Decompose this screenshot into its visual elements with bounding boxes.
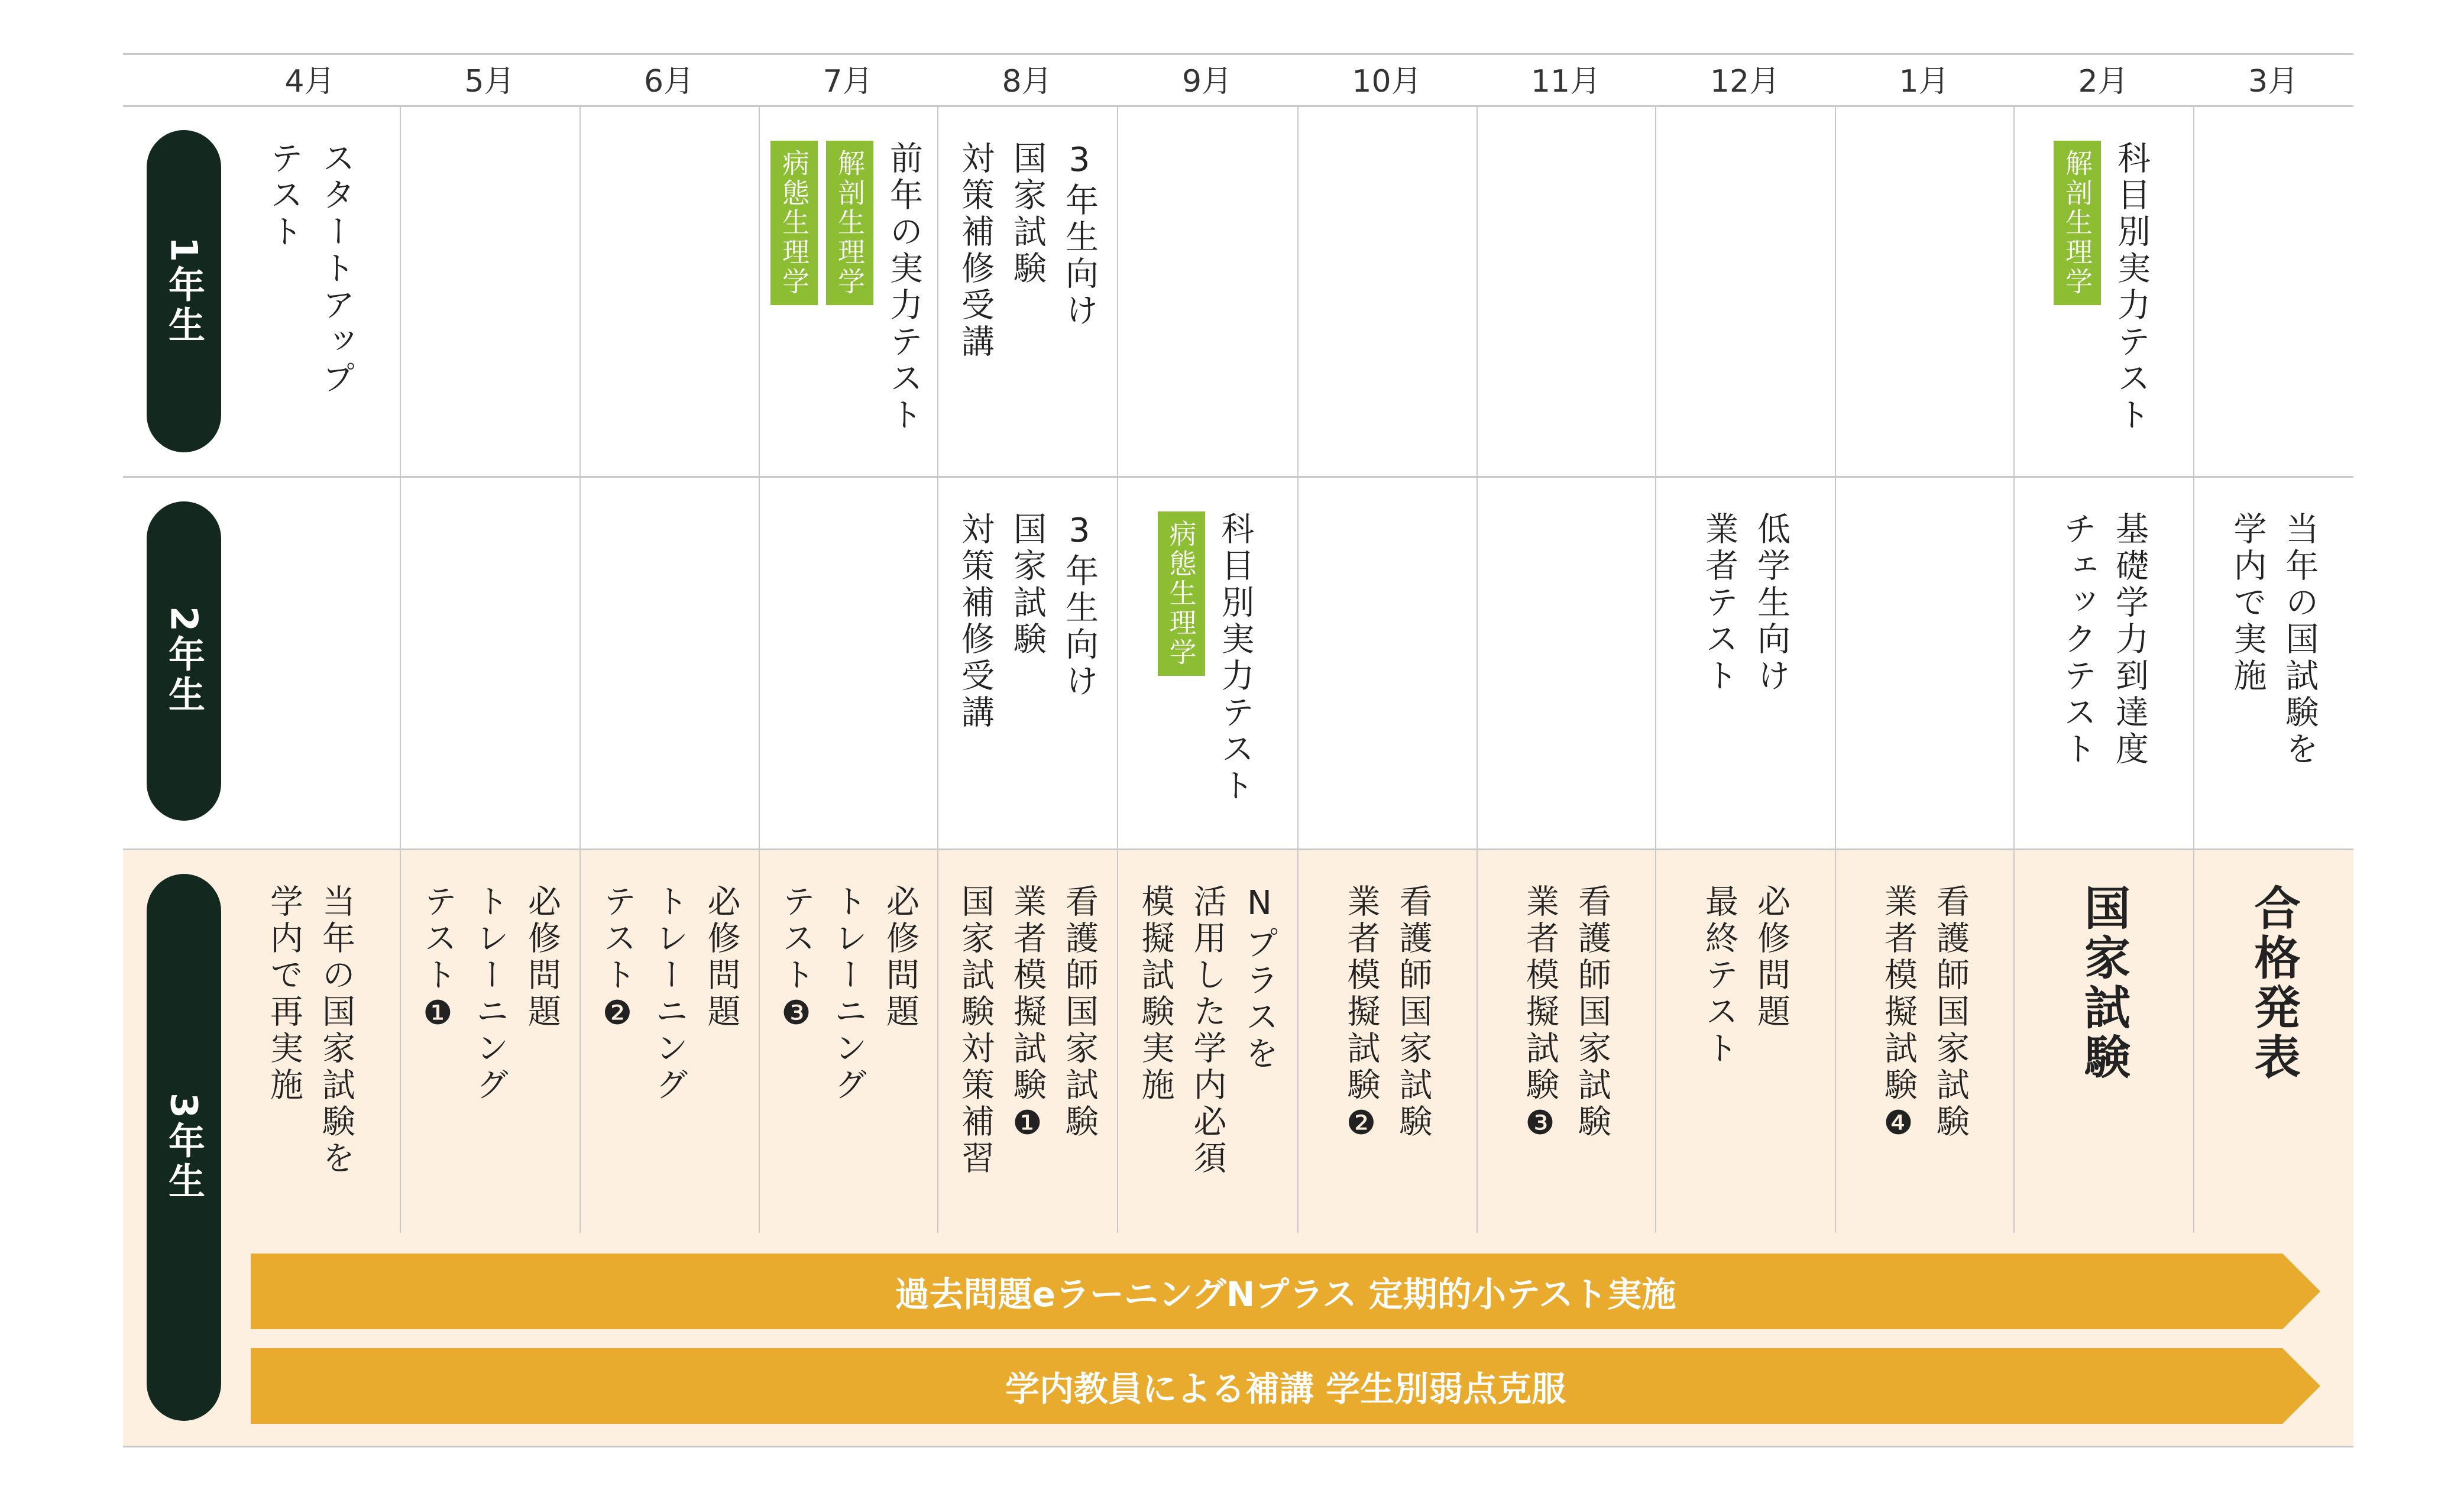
schedule-cell bbox=[1655, 511, 1835, 831]
cell-text: 合格発表 bbox=[2246, 884, 2300, 1083]
cell-text: Nプラスを bbox=[1240, 884, 1279, 1073]
cell-text: 科目別実力テスト bbox=[2112, 141, 2151, 434]
schedule-cell bbox=[579, 884, 759, 1215]
year-pill-3 bbox=[147, 874, 221, 1421]
cell-text: 業者模擬試験❷ bbox=[1342, 884, 1381, 1146]
year-label: 2年生 bbox=[162, 606, 206, 716]
subject-tag: 解剖生理学 bbox=[826, 141, 873, 305]
cell-text: 必修問題 bbox=[702, 884, 741, 1031]
schedule-cell bbox=[937, 141, 1117, 458]
cell-text: 業者模擬試験❹ bbox=[1879, 884, 1918, 1146]
cell-text: 必修問題 bbox=[881, 884, 919, 1031]
cell-text: チェックテスト bbox=[2058, 511, 2097, 768]
cell-text: テスト❸ bbox=[777, 884, 815, 1036]
cell-text: テスト bbox=[265, 141, 303, 251]
cell-text: 対策補修受講 bbox=[956, 141, 995, 361]
month-label: 11月 bbox=[1530, 64, 1601, 99]
schedule-cell bbox=[2013, 141, 2193, 458]
cell-text: 前年の実力テスト bbox=[885, 141, 923, 434]
month-label: 6月 bbox=[643, 64, 695, 99]
schedule-cell bbox=[220, 141, 400, 458]
cell-text: 科目別実力テスト bbox=[1216, 511, 1255, 805]
year-label: 3年生 bbox=[162, 1092, 206, 1203]
banner-text: 学内教員による補講 学生別弱点克服 bbox=[1005, 1369, 1566, 1409]
cell-text: 国家試験対策補習 bbox=[956, 884, 995, 1177]
year-pill-2 bbox=[147, 501, 221, 821]
schedule-cell bbox=[2013, 884, 2193, 1215]
cell-text: トレーニング bbox=[471, 884, 509, 1104]
schedule-cell bbox=[1477, 884, 1655, 1215]
schedule-cell bbox=[937, 884, 1117, 1215]
cell-text: 低学生向け bbox=[1752, 511, 1790, 695]
schedule-cell bbox=[1297, 884, 1477, 1215]
schedule-cell bbox=[2193, 884, 2353, 1215]
schedule-cell bbox=[400, 884, 579, 1215]
cell-text: スタートアップ bbox=[317, 141, 355, 397]
subject-tag: 病態生理学 bbox=[770, 141, 818, 305]
schedule-cell bbox=[1117, 884, 1297, 1215]
banner-text: 過去問題eラーニングNプラス 定期的小テスト実施 bbox=[895, 1274, 1676, 1314]
month-label: 4月 bbox=[284, 64, 335, 99]
cell-text: 3年生向け bbox=[1060, 141, 1099, 329]
grid-row-line bbox=[123, 848, 2353, 850]
cell-text: 活用した学内必須 bbox=[1188, 884, 1227, 1177]
cell-text: 看護師国家試験 bbox=[1931, 884, 1970, 1141]
cell-text: 必修問題 bbox=[1752, 884, 1790, 1031]
grid-row-line bbox=[123, 53, 2353, 55]
cell-text: 模擬試験実施 bbox=[1136, 884, 1175, 1104]
cell-text: 基礎学力到達度 bbox=[2110, 511, 2149, 768]
schedule-cell bbox=[759, 884, 937, 1215]
cell-text: 対策補修受講 bbox=[956, 511, 995, 731]
schedule-cell bbox=[2193, 511, 2353, 831]
month-label: 10月 bbox=[1352, 64, 1422, 99]
month-label: 12月 bbox=[1709, 64, 1780, 99]
month-label: 5月 bbox=[464, 64, 515, 99]
cell-text: 3年生向け bbox=[1060, 511, 1099, 700]
schedule-cell bbox=[1835, 884, 2013, 1215]
month-label: 8月 bbox=[1002, 64, 1053, 99]
cell-text: 看護師国家試験 bbox=[1573, 884, 1611, 1141]
cell-text: 当年の国家試験を bbox=[317, 884, 355, 1177]
cell-text: 国家試験 bbox=[2077, 884, 2130, 1083]
cell-text: 業者模擬試験❸ bbox=[1521, 884, 1559, 1146]
cell-text: 看護師国家試験 bbox=[1060, 884, 1099, 1141]
cell-text: 最終テスト bbox=[1700, 884, 1738, 1067]
cell-text: 国家試験 bbox=[1008, 511, 1047, 658]
month-label: 7月 bbox=[823, 64, 873, 99]
cell-text: 当年の国試験を bbox=[2280, 511, 2319, 768]
schedule-cell bbox=[1117, 511, 1297, 831]
cell-text: トレーニング bbox=[650, 884, 689, 1104]
banner-arrow bbox=[251, 1254, 2320, 1329]
cell-text: トレーニング bbox=[829, 884, 867, 1104]
grid-row-line bbox=[123, 476, 2353, 478]
subject-tag: 病態生理学 bbox=[1158, 511, 1205, 676]
cell-text: 必修問題 bbox=[523, 884, 561, 1031]
month-label: 9月 bbox=[1181, 64, 1233, 99]
subject-tag: 解剖生理学 bbox=[2054, 141, 2101, 305]
cell-text: テスト❷ bbox=[598, 884, 637, 1036]
cell-text: 学内で再実施 bbox=[265, 884, 303, 1104]
month-label: 2月 bbox=[2078, 64, 2129, 99]
grid-row-line bbox=[123, 1446, 2353, 1447]
cell-text: 看護師国家試験 bbox=[1394, 884, 1433, 1141]
year-label: 1年生 bbox=[162, 236, 206, 346]
schedule-cell bbox=[220, 884, 400, 1215]
schedule-cell bbox=[1655, 884, 1835, 1215]
month-label: 3月 bbox=[2248, 64, 2299, 99]
schedule-cell bbox=[937, 511, 1117, 831]
grid-row-line bbox=[123, 105, 2353, 107]
cell-text: テスト❶ bbox=[419, 884, 457, 1036]
month-label: 1月 bbox=[1899, 64, 1950, 99]
year-pill-1 bbox=[147, 130, 221, 452]
schedule-cell bbox=[759, 141, 937, 458]
cell-text: 業者テスト bbox=[1700, 511, 1738, 695]
banner-arrow bbox=[251, 1348, 2320, 1424]
cell-text: 学内で実施 bbox=[2228, 511, 2267, 695]
cell-text: 国家試験 bbox=[1008, 141, 1047, 287]
schedule-cell bbox=[2013, 511, 2193, 831]
cell-text: 業者模擬試験❶ bbox=[1008, 884, 1047, 1146]
